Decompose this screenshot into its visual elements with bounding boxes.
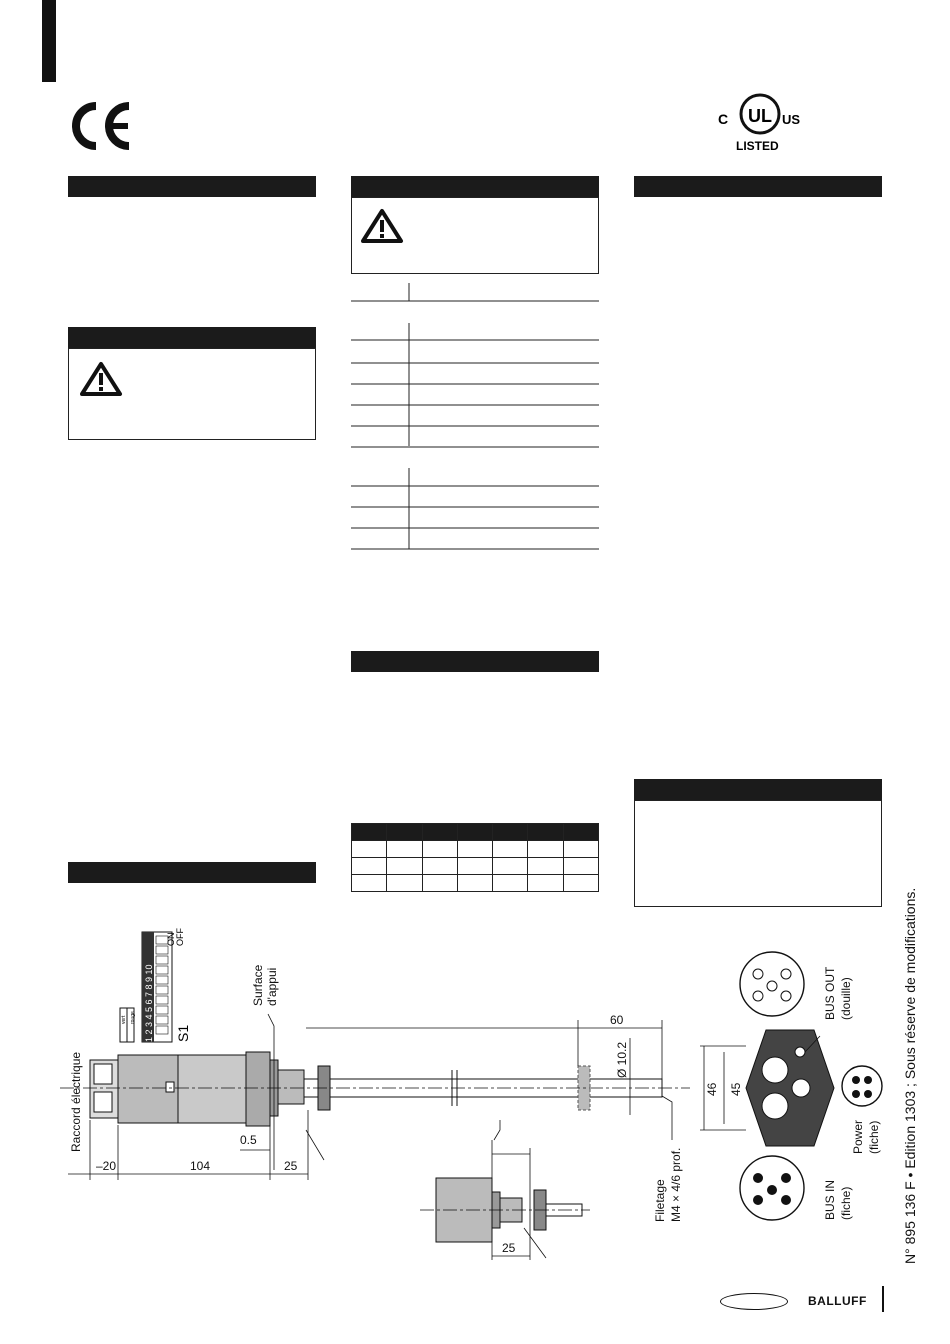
- dim-60: 60: [610, 1013, 624, 1027]
- col2-grid-table: [351, 823, 599, 892]
- grid-row: [352, 858, 599, 875]
- bus-out-type: (douille): [839, 977, 853, 1020]
- bus-out-label: BUS OUT: [823, 966, 837, 1020]
- grid-row: [352, 875, 599, 892]
- raccord-label: Raccord électrique: [69, 1051, 83, 1152]
- led-rouge-label: rouge: [130, 1011, 136, 1024]
- power-connector: [842, 1066, 882, 1106]
- filetage-spec: M4 × 4/6 prof.: [669, 1147, 683, 1222]
- dim-diameter: Ø 10.2: [615, 1041, 629, 1078]
- led-vert-label: vert: [121, 1015, 127, 1024]
- switch-on-label: ON: [166, 932, 176, 946]
- svg-text:US: US: [782, 112, 801, 127]
- power-type: (fiche): [867, 1120, 881, 1154]
- col1-section-bar-1: [68, 176, 316, 197]
- dim-25-a: 25: [284, 1159, 298, 1173]
- svg-text:C: C: [718, 111, 729, 127]
- warning-icon: [360, 208, 404, 244]
- dim-46: 46: [705, 1082, 719, 1096]
- dim-45: 45: [729, 1082, 743, 1096]
- dimension-drawing: [0, 920, 950, 1280]
- bus-out-connector: [740, 952, 804, 1016]
- balluff-logo: BALLUFF: [808, 1294, 867, 1308]
- warning-icon: [79, 361, 123, 397]
- dim-104: 104: [190, 1159, 211, 1173]
- ce-mark: [66, 100, 134, 152]
- dim-minus-20: –20: [96, 1159, 117, 1173]
- col1-warning-box: [68, 348, 316, 440]
- switch-off-label: OFF: [175, 928, 185, 946]
- edition-note: N° 895 136 F • Edition 1303 ; Sous réserve de modifications.: [902, 887, 918, 1264]
- svg-text:UL: UL: [748, 106, 772, 126]
- filetage-label: Filetage: [653, 1179, 667, 1222]
- bus-in-type: (fiche): [839, 1186, 853, 1220]
- col3-note-box: [634, 800, 882, 907]
- col3-note-bar: [634, 779, 882, 800]
- svg-text:LISTED: LISTED: [736, 139, 779, 153]
- surface-label: Surface: [251, 964, 265, 1006]
- corner-bar: [42, 0, 56, 82]
- s1-label: S1: [175, 1024, 191, 1042]
- dip-switch: [142, 928, 191, 1042]
- detail-view: [420, 1120, 590, 1260]
- bus-in-connector: [740, 1156, 804, 1220]
- footer-oval: [720, 1293, 788, 1310]
- col1-warning-bar: [68, 327, 316, 348]
- col1-section-bar-2: [68, 862, 316, 883]
- grid-row: [352, 841, 599, 858]
- ul-listed-mark: [716, 92, 806, 156]
- col2-warning-box: [351, 197, 599, 274]
- footer-rule: [882, 1286, 884, 1312]
- col2-ruled-table: [351, 283, 599, 553]
- col2-section-bar: [351, 651, 599, 672]
- connector-head: [700, 1030, 834, 1146]
- col3-section-bar: [634, 176, 882, 197]
- dim-0-5: 0.5: [240, 1133, 257, 1147]
- col2-warning-bar: [351, 176, 599, 197]
- dip-switch-numbers: 1 2 3 4 5 6 7 8 9 10: [144, 964, 154, 1042]
- dim-25-b: 25: [502, 1241, 516, 1255]
- dappui-label: d'appui: [265, 967, 279, 1006]
- bus-in-label: BUS IN: [823, 1179, 837, 1220]
- grid-header-row: [352, 824, 599, 841]
- power-label: Power: [851, 1119, 865, 1154]
- sensor-housing: [90, 1052, 304, 1126]
